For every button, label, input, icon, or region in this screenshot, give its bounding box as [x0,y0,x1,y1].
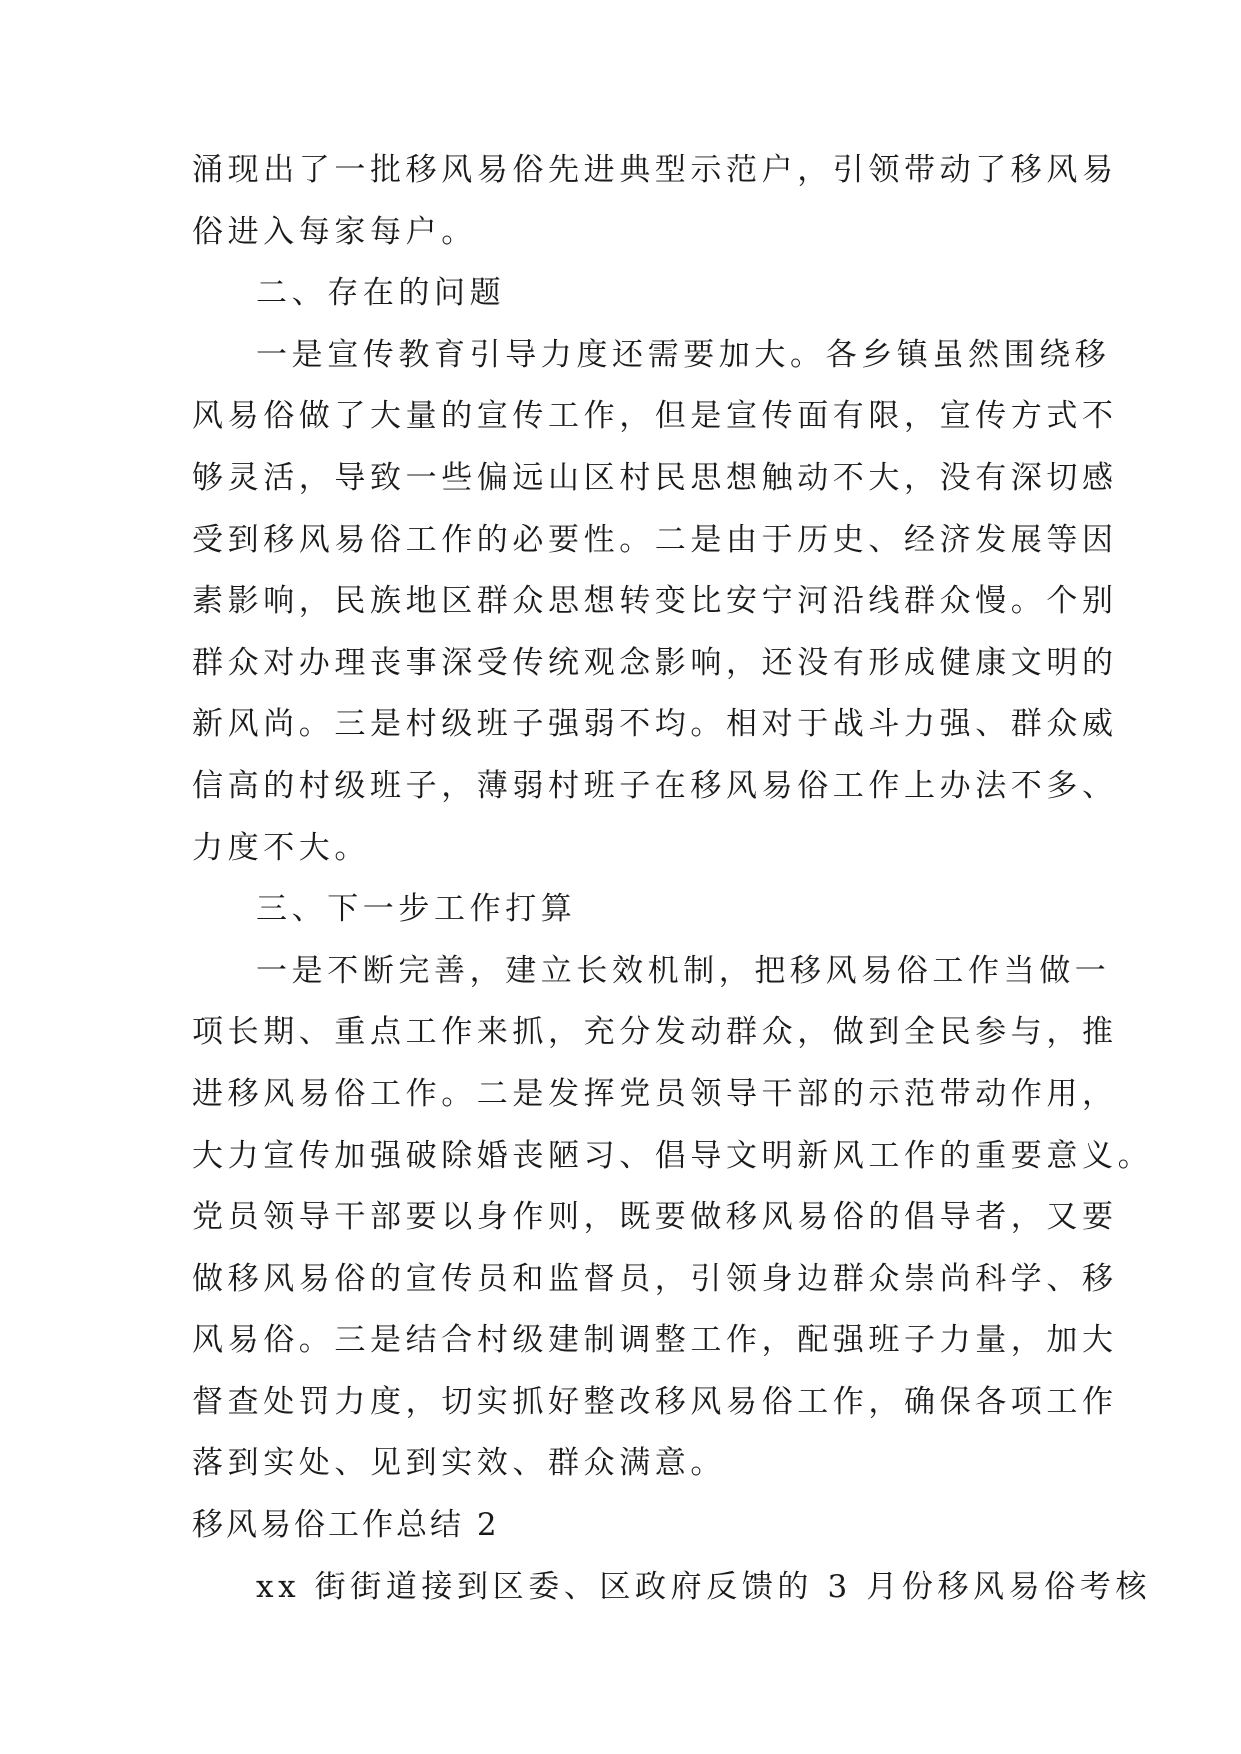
paragraph-line: 大力宣传加强破除婚丧陋习、倡导文明新风工作的重要意义。 [192,1137,1154,1174]
section-heading-problems: 二、存在的问题 [256,275,506,312]
paragraph-line: 风易俗做了大量的宣传工作，但是宣传面有限，宣传方式不 [192,398,1118,435]
paragraph-line: 群众对办理丧事深受传统观念影响，还没有形成健康文明的 [192,644,1118,681]
section-heading-next-steps: 三、下一步工作打算 [256,891,577,928]
article-title: 移风易俗工作总结 2 [192,1507,500,1544]
paragraph-line: 督查处罚力度，切实抓好整改移风易俗工作，确保各项工作 [192,1383,1118,1420]
paragraph-line: 项长期、重点工作来抓，充分发动群众，做到全民参与，推 [192,1014,1118,1051]
paragraph-line: 新风尚。三是村级班子强弱不均。相对于战斗力强、群众威 [192,706,1118,743]
paragraph-line: 涌现出了一批移风易俗先进典型示范户，引领带动了移风易 [192,152,1118,188]
paragraph-line: 进移风易俗工作。二是发挥党员领导干部的示范带动作用， [192,1075,1118,1112]
paragraph-line: 风易俗。三是结合村级建制调整工作，配强班子力量，加大 [192,1322,1118,1359]
paragraph-line: 落到实处、见到实效、群众满意。 [192,1445,726,1482]
paragraph-line: 一是宣传教育引导力度还需要加大。各乡镇虽然围绕移 [256,336,1111,373]
document-page [192,140,1154,1618]
paragraph-line: 做移风易俗的宣传员和监督员，引领身边群众崇尚科学、移 [192,1260,1118,1297]
paragraph-line: 够灵活，导致一些偏远山区村民思想触动不大，没有深切感 [192,459,1118,496]
paragraph-line: 党员领导干部要以身作则，既要做移风易俗的倡导者，又要 [192,1199,1118,1236]
paragraph-line: 力度不大。 [192,829,370,866]
paragraph-line: 受到移风易俗工作的必要性。二是由于历史、经济发展等因 [192,521,1118,558]
paragraph-line: 俗进入每家每户。 [192,213,477,250]
paragraph-line: xx 街街道接到区委、区政府反馈的 3 月份移风易俗考核 [256,1568,1152,1605]
paragraph-line: 信高的村级班子，薄弱村班子在移风易俗工作上办法不多、 [192,767,1118,804]
paragraph-line: 素影响，民族地区群众思想转变比安宁河沿线群众慢。个别 [192,583,1118,620]
paragraph-line: 一是不断完善，建立长效机制，把移风易俗工作当做一 [256,952,1111,989]
